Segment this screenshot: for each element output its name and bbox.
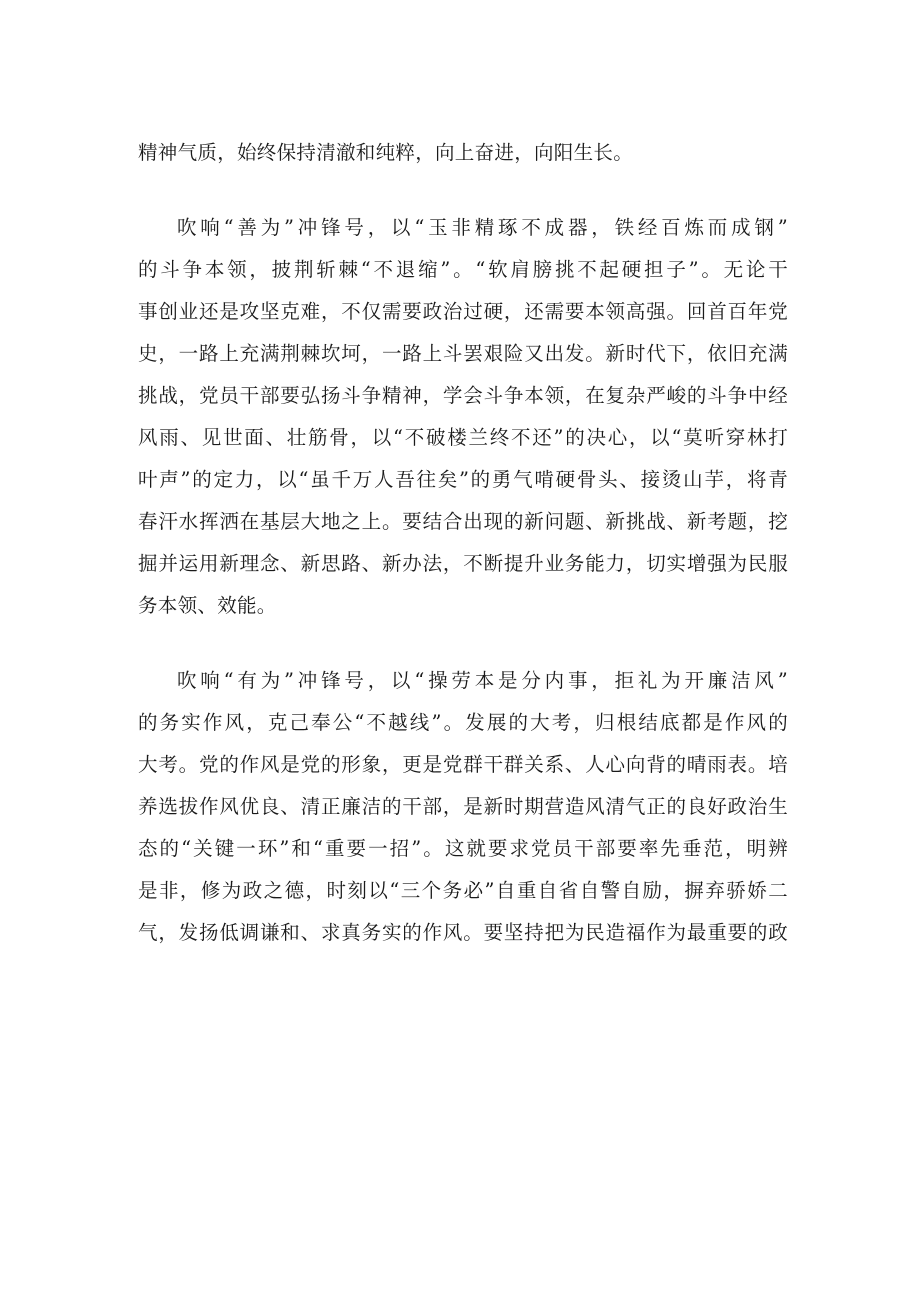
paragraph-line: 的务实作风，克己奉公“不越线”。发展的大考，归根结底都是作风的 [138,711,788,734]
paragraph-line: 叶声”的定力，以“虽千万人吾往矣”的勇气啃硬骨头、接烫山芋，将青 [138,468,788,491]
paragraph-line: 的斗争本领，披荆斩棘“不退缩”。“软肩膀挑不起硬担子”。无论干 [138,258,788,281]
paragraph-line: 掘并运用新理念、新思路、新办法，不断提升业务能力，切实增强为民服 [138,552,788,575]
paragraph-line: 大考。党的作风是党的形象，更是党群干群关系、人心向背的晴雨表。培 [138,753,788,776]
paragraph-line: 精神气质，始终保持清澈和纯粹，向上奋进，向阳生长。 [138,141,634,164]
paragraph-line: 史，一路上充满荆棘坎坷，一路上斗罢艰险又出发。新时代下，依旧充满 [138,342,788,365]
paragraph-line: 挑战，党员干部要弘扬斗争精神，学会斗争本领，在复杂严峻的斗争中经 [138,384,788,407]
paragraph-line: 态的“关键一环”和“重要一招”。这就要求党员干部要率先垂范，明辨 [138,837,788,860]
paragraph-line: 春汗水挥洒在基层大地之上。要结合出现的新问题、新挑战、新考题，挖 [138,510,788,533]
paragraph-line: 务本领、效能。 [138,594,277,617]
paragraph-line: 是非，修为政之德，时刻以“三个务必”自重自省自警自励，摒弃骄娇二 [138,879,788,902]
paragraph-line: 吹响“有为”冲锋号，以“操劳本是分内事，拒礼为开廉洁风” [177,669,788,692]
paragraph-line: 养选拔作风优良、清正廉洁的干部，是新时期营造风清气正的良好政治生 [138,795,788,818]
paragraph-line: 事创业还是攻坚克难，不仅需要政治过硬，还需要本领高强。回首百年党 [138,300,788,323]
paragraph-line: 气，发扬低调谦和、求真务实的作风。要坚持把为民造福作为最重要的政 [138,921,788,944]
paragraph-line: 吹响“善为”冲锋号，以“玉非精琢不成器，铁经百炼而成钢” [177,216,788,239]
paragraph-line: 风雨、见世面、壮筋骨，以“不破楼兰终不还”的决心，以“莫听穿林打 [138,426,788,449]
